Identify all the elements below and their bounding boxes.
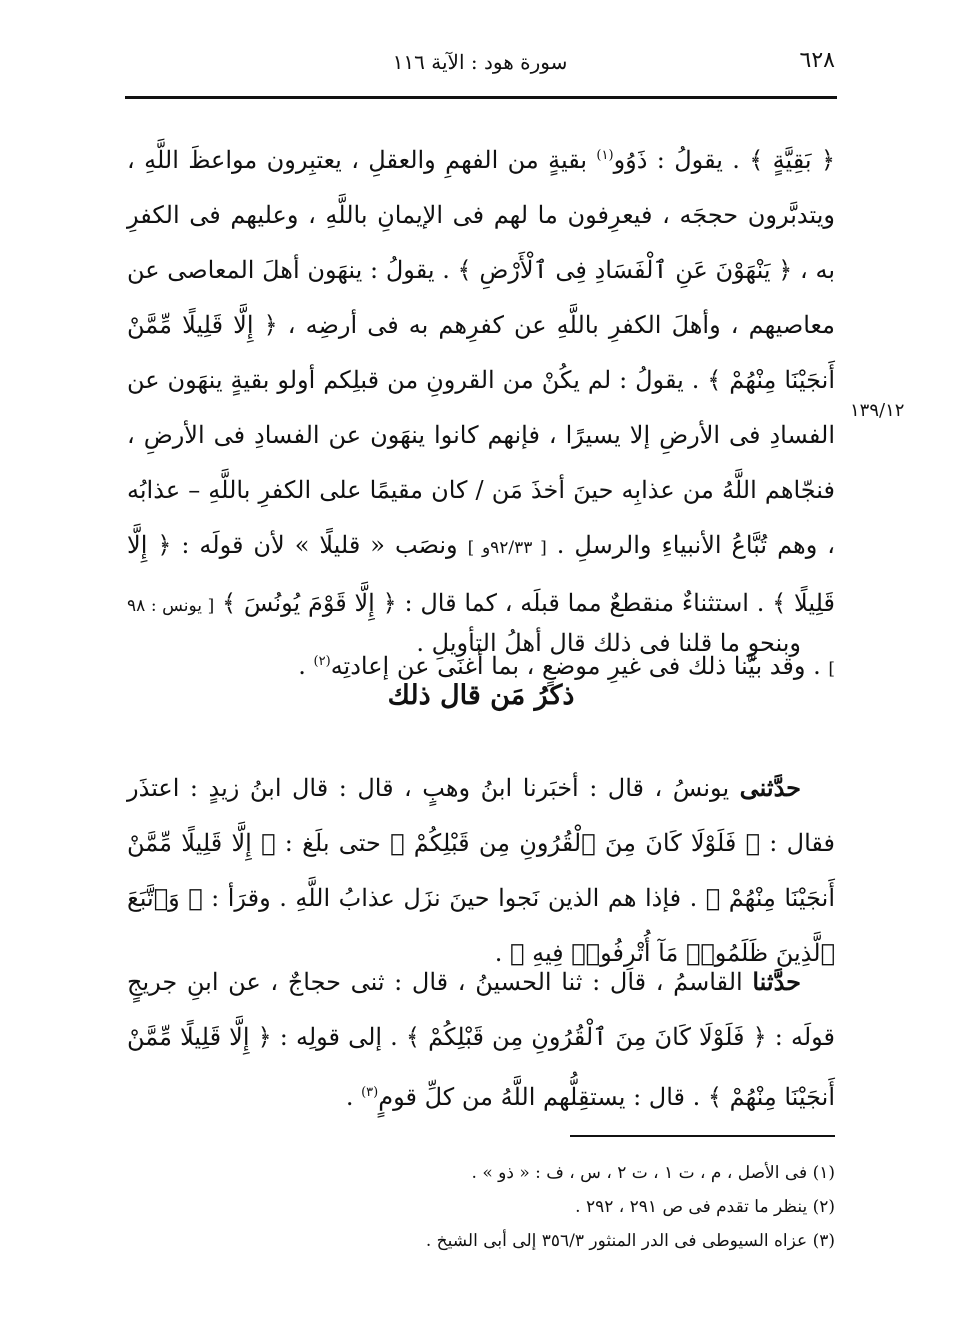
header-rule: [125, 96, 837, 99]
isnad-lead: حدَّثنا: [752, 967, 801, 996]
text-segment: ونصَب « قليلًا » لأن قولَه : ﴿ إِلَّا قَلِيلًا ﴾ . استثناءٌ منقطعٌ مما قبلَه ، كما قال : ﴿ إِلَّا قَوْمَ يُونُسَ ﴾: [127, 531, 835, 617]
paragraph-narration-1: [127, 760, 835, 981]
footnotes: [300, 1156, 835, 1258]
page-number: ٦٢٨: [799, 48, 835, 73]
paragraph-transition: وبنحوِ ما قلنا فى ذلك قال أهلُ التأويلِ .: [416, 629, 801, 657]
footnote-item: (٣) عزاه السيوطى فى الدر المنثور ٣٥٦/٣ إلى أبى الشيخ .: [425, 1231, 835, 1251]
section-heading: ذكرُ مَن قال ذلك: [387, 680, 575, 711]
text-segment: .: [298, 652, 314, 680]
page-header: [125, 44, 835, 84]
footnote-rule: [570, 1135, 835, 1137]
quran-citation: [ يونس : ٩٨ ]: [127, 596, 835, 679]
footnote-item: (١) فى الأصل ، م ، ت ١ ، ت ٢ ، س ، ف : « ذو » .: [471, 1163, 835, 1183]
paragraph-narration-2: [127, 954, 835, 1125]
isnad-lead: حدَّثنى: [739, 773, 801, 802]
footnote-marker[interactable]: (٢): [313, 654, 331, 669]
text-segment: بقيةٍ من الفهمِ والعقلِ ، يعتبِرون مواعظَ اللَّهِ ، ويتدبَّرون حججَه ، فيعرِفون ما لهم فى الإيمانِ باللَّهِ ، وعليهم فى الكفرِ به ، ﴿ يَنْهَوْنَ عَنِ ٱلْفَسَادِ فِى ٱلْأَرْضِ ﴾ . يقولُ : ينهَون أهلَ المعاصى عن معاصيهم ، وأهلَ الكفرِ باللَّهِ عن كفرِهم به فى أرضِه ، ﴿ إِلَّا قَلِيلًا مِّمَّنْ أَنجَيْنَا مِنْهُمْ ﴾ . يقولُ : لم يكُنْ من القرونِ من قبلِكم أولو بقيةٍ ينهَون عن الفسادِ فى الأرضِ إلا يسيرًا ، فإنهم كانوا ينهَون عن الفسادِ فى الأرضِ ، فنجّاهم اللَّهُ من عذابِه حينَ أخذَ مَن / كان مقيمًا على الكفرِ باللَّهِ – عذابُه ، وهم تُبَّاعُ الأنبياءِ والرسلِ .: [127, 146, 835, 559]
text-segment: . وقد بيَّنا ذلك فى غيرِ موضعٍ ، بما أغنَى عن إعادتِه: [330, 652, 829, 680]
text-segment: القاسمُ ، قال : ثنا الحسينُ ، قال : ثنى حجاجٌ ، عن ابنِ جريجٍ قولَه : ﴿ فَلَوْلَا كَانَ مِنَ ٱلْقُرُونِ مِن قَبْلِكُمْ ﴾ . إلى قولِه : ﴿ إِلَّا قَلِيلًا مِّمَّنْ أَنجَيْنَا مِنْهُمْ ﴾ . قال : يستقِلُّهم اللَّهُ من كلِّ قومٍ: [127, 968, 836, 1111]
footnote-marker[interactable]: (٣): [361, 1085, 379, 1100]
paragraph-commentary: [127, 128, 835, 697]
text-segment: .: [345, 1083, 362, 1111]
footnote-marker[interactable]: (١): [596, 148, 614, 163]
text-segment: يونسُ ، قال : أخبَرنا ابنُ وهبٍ ، قال : قال ابنُ زيدٍ : اعتذَر فقال : ﴿ فَلَوْلَا كَانَ مِنَ ٱلْقُرُونِ مِن قَبْلِكُمْ ﴾ حتى بلَغ : ﴿ إِلَّا قَلِيلًا مِّمَّنْ أَنجَيْنَا مِنْهُمْ ﴾ . فإذا هم الذين نَجوا حينَ نزَل عذابُ اللَّهِ . وقرَأ : ﴿ وَٱتَّبَعَ ٱلَّذِينَ ظَلَمُوا۟ مَآ أُتْرِفُوا۟ فِيهِ ﴾ .: [127, 774, 835, 967]
footnote-item: (٢) ينظر ما تقدم فى ص ٢٩١ ، ٢٩٢ .: [575, 1197, 835, 1217]
manuscript-reference: [ ٩٢/٣٣و ]: [467, 538, 547, 558]
running-title: سورة هود : الآية ١١٦: [392, 50, 568, 74]
text-segment: ﴿ بَقِيَّةٍ ﴾ . يقولُ : ذَوُو: [613, 146, 836, 174]
margin-reference: ١٣٩/١٢: [850, 400, 905, 421]
